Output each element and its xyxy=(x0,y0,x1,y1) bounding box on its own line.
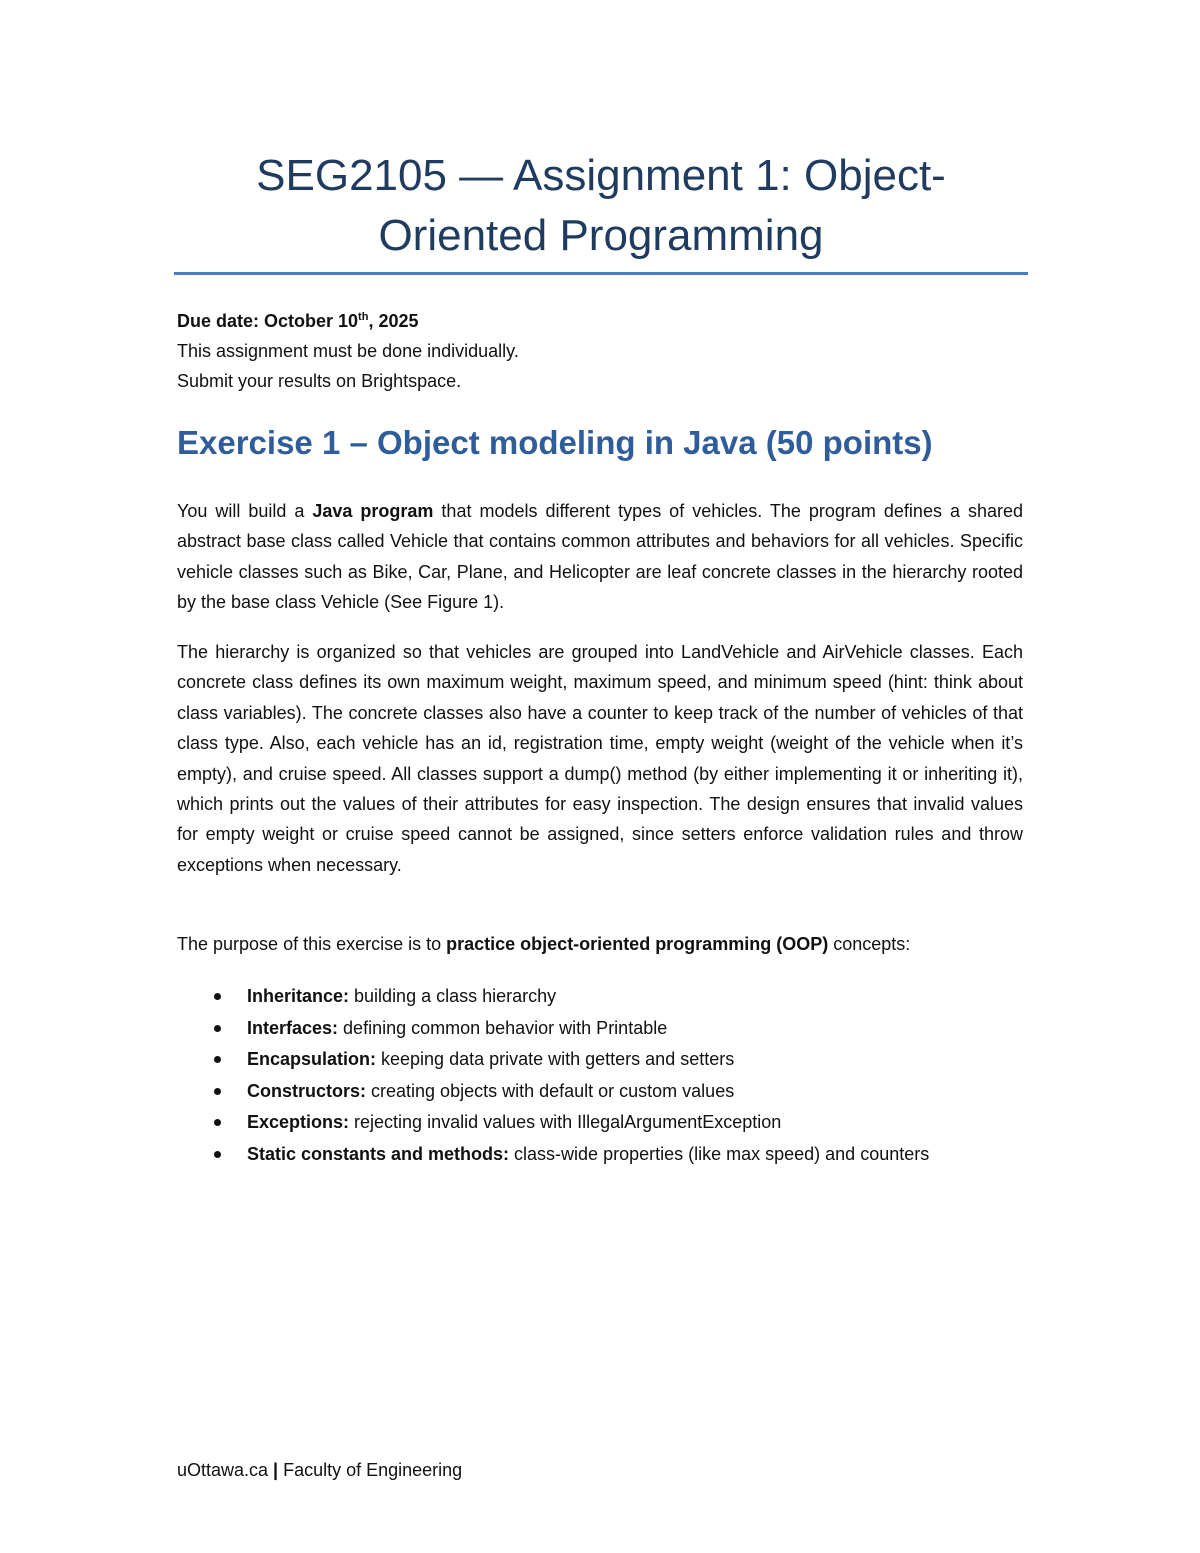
paragraph-intro-rest: that models different types of vehicles. The program defines a shared abstract base class called Vehicle that contains common attributes and behaviors for all vehicles. Specific vehicle classes such as Bike, Car, Plane, and Helicopter are leaf concrete classes in the hierarchy rooted by the base class Vehicle (See Figure 1). xyxy=(177,501,1023,613)
list-item-text: keeping data private with getters and setters xyxy=(376,1049,735,1069)
paragraph-intro xyxy=(177,496,1023,618)
bullet-icon xyxy=(214,993,221,1000)
list-item-term: Exceptions: xyxy=(247,1112,350,1132)
title-line-2: Oriented Programming xyxy=(378,211,824,260)
due-date-year: , 2025 xyxy=(368,311,419,331)
exercise-heading: Exercise 1 – Object modeling in Java (50 points) xyxy=(177,424,933,461)
paragraph-purpose-rest: concepts: xyxy=(828,934,911,954)
list-item-term: Static constants and methods: xyxy=(247,1143,510,1164)
page-footer xyxy=(177,1456,462,1484)
list-item-text: class-wide properties (like max speed) and counters xyxy=(509,1143,930,1164)
list-item xyxy=(177,1139,1023,1170)
concept-list xyxy=(177,981,1023,1170)
assignment-meta xyxy=(177,306,519,396)
list-item-term: Inheritance: xyxy=(247,986,350,1006)
list-item-text: building a class hierarchy xyxy=(349,986,557,1006)
list-item-text: rejecting invalid values with IllegalArgumentException xyxy=(349,1112,782,1132)
document-title xyxy=(174,146,1028,266)
list-item xyxy=(177,1013,1023,1044)
due-date-label: Due date: October 10 xyxy=(177,311,359,331)
list-item xyxy=(177,1076,1023,1107)
submission-note: Submit your results on Brightspace. xyxy=(177,371,462,391)
paragraph-intro-start: You will build a xyxy=(177,501,313,521)
bullet-icon xyxy=(214,1088,221,1095)
bullet-icon xyxy=(214,1025,221,1032)
bullet-icon xyxy=(214,1056,221,1063)
footer-separator: | xyxy=(268,1460,284,1480)
paragraph-purpose xyxy=(177,929,1023,959)
list-item xyxy=(177,1107,1023,1138)
list-item xyxy=(177,1044,1023,1075)
paragraph-purpose-start: The purpose of this exercise is to xyxy=(177,934,447,954)
bullet-icon xyxy=(214,1151,221,1158)
paragraph-hierarchy: The hierarchy is organized so that vehicles are grouped into LandVehicle and AirVehicle classes. Each concrete class defines its own maximum weight, maximum speed, and minimum speed (hint: think about class variables). The concrete classes also have a counter to keep track of the number of vehicles of that class type. Also, each vehicle has an id, registration time, empty weight (weight of the vehicle when it’s empty), and cruise speed. All classes support a dump() method (by either implementing it or inheriting it), which prints out the values of their attributes for easy inspection. The design ensures that invalid values for empty weight or cruise speed cannot be assigned, since setters enforce validation rules and throw exceptions when necessary. xyxy=(177,642,1023,875)
list-item-term: Constructors: xyxy=(247,1080,367,1101)
footer-faculty: Faculty of Engineering xyxy=(283,1460,463,1480)
list-item-text: creating objects with default or custom values xyxy=(366,1080,735,1101)
paragraph-intro-bold: Java program xyxy=(312,501,434,521)
individual-note: This assignment must be done individually. xyxy=(177,341,519,361)
list-item-text: defining common behavior with Printable xyxy=(338,1017,668,1038)
due-date xyxy=(177,306,519,336)
list-item-term: Encapsulation: xyxy=(247,1049,377,1069)
title-line-1: SEG2105 — Assignment 1: Object- xyxy=(256,151,946,200)
list-item xyxy=(177,981,1023,1012)
footer-site: uOttawa.ca xyxy=(177,1460,269,1480)
list-item-term: Interfaces: xyxy=(247,1017,339,1038)
due-date-superscript: th xyxy=(358,311,369,323)
bullet-icon xyxy=(214,1119,221,1126)
paragraph-purpose-bold: practice object-oriented programming (OOP) xyxy=(446,934,829,954)
title-underline xyxy=(174,272,1028,275)
